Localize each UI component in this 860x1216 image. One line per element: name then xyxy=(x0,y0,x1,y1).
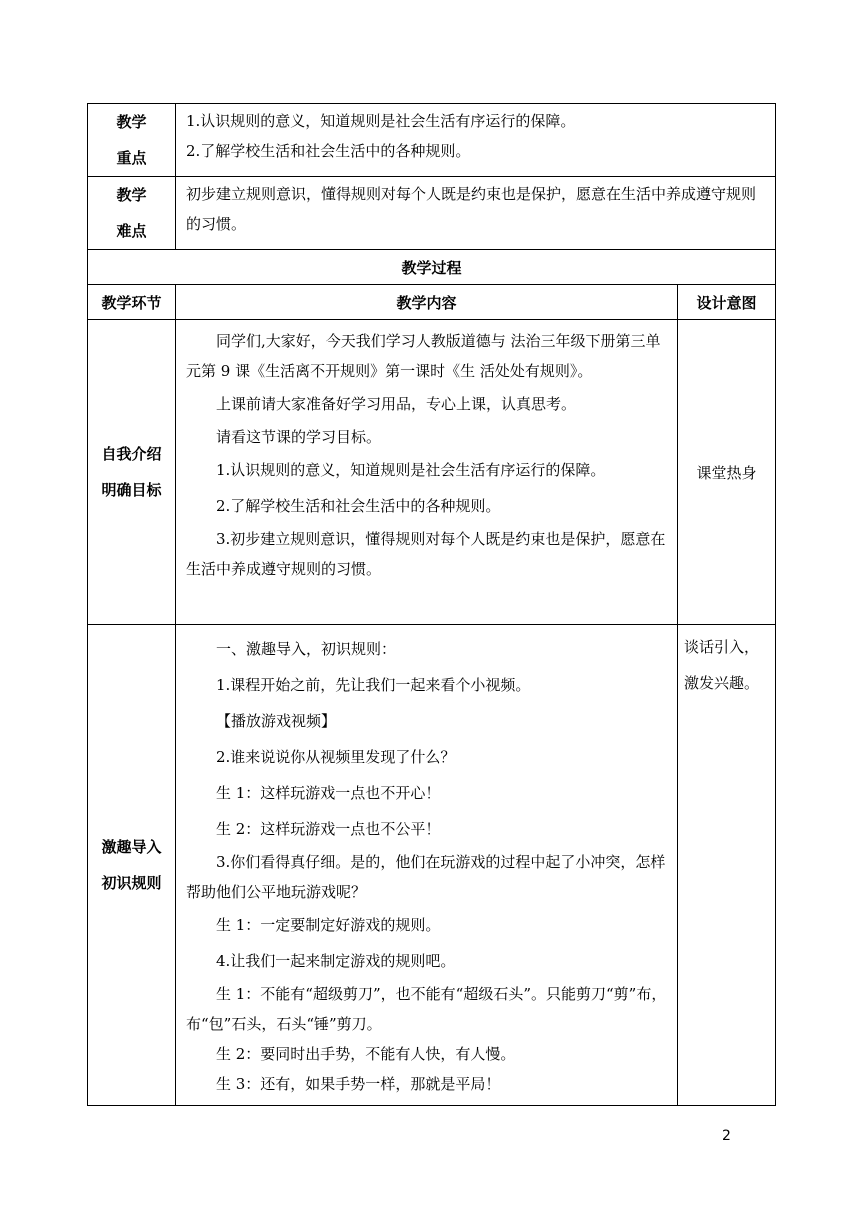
warmup-paragraph: 生 1：这样玩游戏一点也不开心！ xyxy=(216,784,441,802)
section-intro-intent: 课堂热身 xyxy=(678,320,776,625)
column-header-row xyxy=(88,285,776,320)
warmup-paragraph: 生 3：还有，如果手势一样，那就是平局！ xyxy=(216,1075,501,1093)
section-warmup-label-line1: 激趣导入 xyxy=(101,838,162,856)
key-points-label xyxy=(88,104,176,177)
key-point-2: 2.了解学校生活和社会生活中的各种规则。 xyxy=(186,142,471,160)
intro-paragraph: 同学们,大家好，今天我们学习人教版道德与 法治三年级下册第三单元第 9 课《生活离不开规则》第一课时《生 活处处有规则》。 xyxy=(186,332,661,380)
warmup-intent-line2: 激发兴趣。 xyxy=(684,674,760,692)
intro-paragraph: 请看这节课的学习目标。 xyxy=(216,428,382,446)
warmup-paragraph: 生 2：要同时出手势，不能有人快，有人慢。 xyxy=(216,1045,516,1063)
key-points-row xyxy=(88,104,776,177)
intro-paragraph: 上课前请大家准备好学习用品，专心上课，认真思考。 xyxy=(216,395,577,413)
section-intro-label xyxy=(88,320,176,625)
warmup-paragraph: 1.课程开始之前，先让我们一起来看个小视频。 xyxy=(216,676,531,694)
warmup-paragraph: 4.让我们一起来制定游戏的规则吧。 xyxy=(216,952,456,970)
process-title: 教学过程 xyxy=(88,250,776,285)
section-intro-label-line2: 明确目标 xyxy=(101,481,162,499)
section-intro-row xyxy=(88,320,776,625)
intro-paragraph: 2.了解学校生活和社会生活中的各种规则。 xyxy=(216,497,501,515)
difficulties-row xyxy=(88,177,776,250)
warmup-paragraph: 3.你们看得真仔细。是的，他们在玩游戏的过程中起了小冲突，怎样帮助他们公平地玩游戏呢？ xyxy=(186,853,666,901)
warmup-paragraph: 一、激趣导入，初识规则： xyxy=(216,640,397,658)
difficulties-text: 初步建立规则意识，懂得规则对每个人既是约束也是保护，愿意在生活中养成遵守规则的习惯。 xyxy=(186,185,757,233)
page-number: 2 xyxy=(722,1128,731,1144)
section-warmup-intent xyxy=(678,625,776,1106)
column-header-content: 教学内容 xyxy=(176,285,678,320)
difficulties-label-line2: 难点 xyxy=(116,222,147,240)
section-intro-content xyxy=(176,320,678,625)
column-header-stage: 教学环节 xyxy=(88,285,176,320)
intro-paragraph: 1.认识规则的意义，知道规则是社会生活有序运行的保障。 xyxy=(216,461,606,479)
key-points-label-line1: 教学 xyxy=(116,113,147,131)
process-title-row xyxy=(88,250,776,285)
key-points-label-line2: 重点 xyxy=(116,149,147,167)
section-warmup-label-line2: 初识规则 xyxy=(101,874,162,892)
difficulties-label-line1: 教学 xyxy=(116,186,147,204)
intro-paragraph: 3.初步建立规则意识，懂得规则对每个人既是约束也是保护，愿意在生活中养成遵守规则的习惯。 xyxy=(186,530,666,578)
key-point-1: 1.认识规则的意义，知道规则是社会生活有序运行的保障。 xyxy=(186,112,576,130)
warmup-paragraph: 生 1：一定要制定好游戏的规则。 xyxy=(216,916,441,934)
section-warmup-content xyxy=(176,625,678,1106)
warmup-paragraph: 2.谁来说说你从视频里发现了什么？ xyxy=(216,748,456,766)
section-warmup-label xyxy=(88,625,176,1106)
lesson-plan-table xyxy=(87,103,776,1106)
difficulties-label xyxy=(88,177,176,250)
section-warmup-row xyxy=(88,625,776,1106)
column-header-intent: 设计意图 xyxy=(678,285,776,320)
warmup-paragraph: 生 2：这样玩游戏一点也不公平！ xyxy=(216,820,441,838)
warmup-paragraph: 【播放游戏视频】 xyxy=(216,712,337,730)
key-points-content xyxy=(176,104,776,177)
warmup-intent-line1: 谈话引入， xyxy=(684,638,760,656)
difficulties-content xyxy=(176,177,776,250)
warmup-paragraph: 生 1：不能有“超级剪刀”，也不能有“超级石头”。只能剪刀“剪”布，布“包”石头，石头“锤”剪刀。 xyxy=(186,985,667,1033)
section-intro-label-line1: 自我介绍 xyxy=(101,445,162,463)
